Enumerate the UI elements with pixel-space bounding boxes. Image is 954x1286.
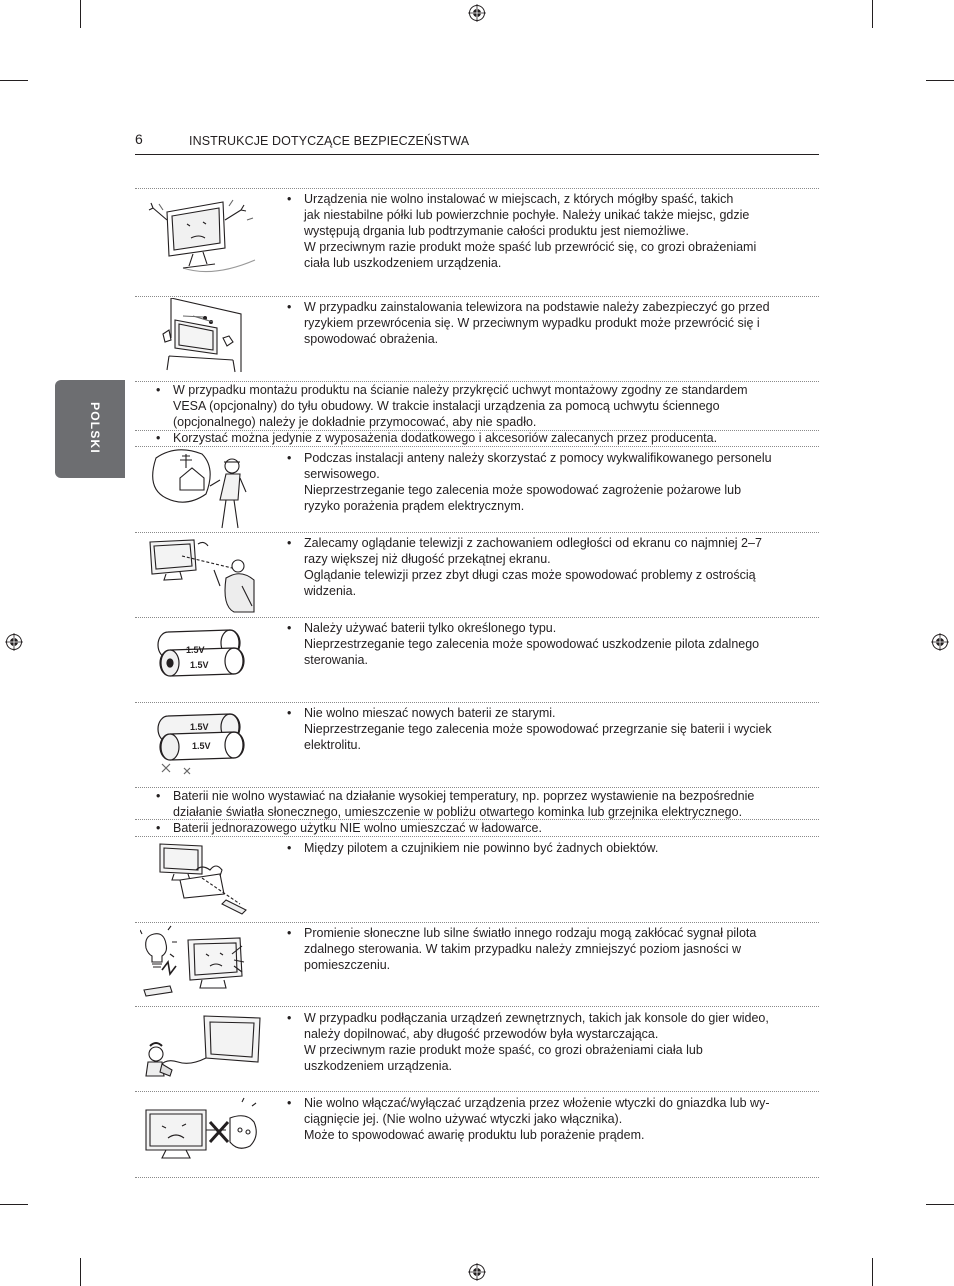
battery-label: 1.5V xyxy=(192,741,211,751)
bullet: • xyxy=(287,841,292,855)
section-divider xyxy=(135,532,819,533)
crop-mark xyxy=(80,1258,81,1286)
section-divider xyxy=(135,1177,819,1178)
batteries-icon xyxy=(156,620,246,690)
instruction-line: W przeciwnym razie produkt może spaść, co grozi obrażeniami ciała lub xyxy=(304,1043,703,1057)
crop-mark xyxy=(872,0,873,28)
bright-light-interference-icon xyxy=(140,924,250,1002)
remote-obstacle-icon xyxy=(156,840,252,916)
crop-mark xyxy=(926,80,954,81)
instruction-line: sterowania. xyxy=(304,653,368,667)
instruction-line: Oglądanie telewizji przez zbyt długi czas może spowodować problemy z ostrością xyxy=(304,568,756,582)
instruction-line: ryzyko porażenia prądem elektrycznym. xyxy=(304,499,525,513)
instruction-line: Nie wolno mieszać nowych baterii ze starymi. xyxy=(304,706,556,720)
instruction-line: W przypadku podłączania urządzeń zewnętrznych, takich jak konsole do gier wideo, xyxy=(304,1011,769,1025)
instruction-line: spowodować obrażenia. xyxy=(304,332,439,346)
instruction-line: Urządzenia nie wolno instalować w miejscach, z których mógłby spaść, takich xyxy=(304,192,734,206)
instruction-line: W przypadku zainstalowania telewizora na podstawie należy zabezpieczyć go przed xyxy=(304,300,770,314)
instruction-line: Podczas instalacji anteny należy skorzystać z pomocy wykwalifikowanego personelu xyxy=(304,451,772,465)
crop-mark xyxy=(0,1204,28,1205)
page-number: 6 xyxy=(135,131,143,147)
registration-mark-icon xyxy=(5,633,23,651)
language-tab-label: POLSKI xyxy=(88,402,102,454)
header-divider xyxy=(135,154,819,155)
bullet: • xyxy=(287,926,292,940)
battery-label: 1.5V xyxy=(186,645,205,655)
instruction-line: Promienie słoneczne lub silne światło innego rodzaju mogą zakłócać sygnał pilota xyxy=(304,926,757,940)
bullet: • xyxy=(287,536,292,550)
crop-mark xyxy=(80,0,81,28)
instruction-line: W przeciwnym razie produkt może spaść lub przewrócić się, co grozi obrażeniami xyxy=(304,240,757,254)
bullet: • xyxy=(156,383,161,397)
instruction-line: widzenia. xyxy=(304,584,357,598)
instruction-line: (opcjonalnego) należy je dokładnie przymocować, aby nie spadło. xyxy=(173,415,537,429)
bullet: • xyxy=(287,1096,292,1110)
section-divider xyxy=(135,702,819,703)
page-header-title: INSTRUKCJE DOTYCZĄCE BEZPIECZEŃSTWA xyxy=(189,134,470,148)
crop-mark xyxy=(0,80,28,81)
instruction-line: Korzystać można jedynie z wyposażenia dodatkowego i akcesoriów zalecanych przez producenta. xyxy=(173,431,718,445)
instruction-line: W przypadku montażu produktu na ścianie należy przykręcić uchwyt montażowy zgodny ze standardem xyxy=(173,383,748,397)
registration-mark-icon xyxy=(931,633,949,651)
bullet: • xyxy=(156,789,161,803)
mixed-batteries-icon xyxy=(156,706,246,782)
instruction-line: Między pilotem a czujnikiem nie powinno być żadnych obiektów. xyxy=(304,841,659,855)
section-divider xyxy=(135,836,819,837)
instruction-line: ciągnięcie jej. (Nie wolno używać wtyczki jako włącznika). xyxy=(304,1112,623,1126)
section-divider xyxy=(135,922,819,923)
instruction-line: razy większej niż długość przekątnej ekranu. xyxy=(304,552,551,566)
instruction-line: Należy używać baterii tylko określonego typu. xyxy=(304,621,557,635)
tv-stand-secured-icon xyxy=(153,298,248,373)
crop-mark xyxy=(872,1258,873,1286)
tv-falling-icon xyxy=(143,190,263,278)
instruction-line: występują drgania lub podtrzymanie całości produktu jest niemożliwe. xyxy=(304,224,689,238)
instruction-line: zdalnego sterowania. W takim przypadku należy zmniejszyć poziom jasności w xyxy=(304,942,741,956)
battery-label: 1.5V xyxy=(190,722,209,732)
registration-mark-icon xyxy=(468,1263,486,1281)
instruction-line: ciała lub uszkodzeniem urządzenia. xyxy=(304,256,502,270)
instruction-line: pomieszczeniu. xyxy=(304,958,391,972)
antenna-technician-icon xyxy=(146,448,256,530)
crop-mark xyxy=(926,1204,954,1205)
instruction-line: ryzykiem przewrócenia się. W przeciwnym wypadku produkt może przewrócić się i xyxy=(304,316,760,330)
registration-mark-icon xyxy=(468,4,486,22)
instruction-line: działanie światła słonecznego, umieszczenie w pobliżu otwartego kominka lub grzejnika elektrycznego. xyxy=(173,805,743,819)
instruction-line: VESA (opcjonalny) do tyłu obudowy. W trakcie instalacji urządzenia za pomocą uchwytu ściennego xyxy=(173,399,720,413)
section-divider xyxy=(135,1091,819,1092)
instruction-line: jak niestabilne półki lub powierzchnie pochyłe. Należy unikać także miejsc, gdzie xyxy=(304,208,750,222)
instruction-line: Zalecamy oglądanie telewizji z zachowaniem odległości od ekranu co najmniej 2–7 xyxy=(304,536,762,550)
section-divider xyxy=(135,188,819,189)
bullet: • xyxy=(287,706,292,720)
bullet: • xyxy=(287,621,292,635)
instruction-line: serwisowego. xyxy=(304,467,380,481)
bullet: • xyxy=(156,431,161,445)
instruction-line: Może to spowodować awarię produktu lub porażenie prądem. xyxy=(304,1128,645,1142)
instruction-line: należy dopilnować, aby długość przewodów była wystarczająca. xyxy=(304,1027,659,1041)
instruction-line: Baterii jednorazowego użytku NIE wolno umieszczać w ładowarce. xyxy=(173,821,542,835)
bullet: • xyxy=(287,451,292,465)
viewing-distance-icon xyxy=(142,536,262,616)
instruction-line: uszkodzeniem urządzenia. xyxy=(304,1059,452,1073)
battery-label: 1.5V xyxy=(190,660,209,670)
bullet: • xyxy=(287,300,292,314)
unplug-warning-icon xyxy=(142,1096,262,1168)
section-divider xyxy=(135,617,819,618)
instruction-line: elektrolitu. xyxy=(304,738,361,752)
instruction-line: Nie wolno włączać/wyłączać urządzenia przez włożenie wtyczki do gniazdka lub wy- xyxy=(304,1096,770,1110)
instruction-line: Nieprzestrzeganie tego zalecenia może spowodować przegrzanie się baterii i wyciek xyxy=(304,722,772,736)
bullet: • xyxy=(287,192,292,206)
instruction-line: Nieprzestrzeganie tego zalecenia może spowodować uszkodzenie pilota zdalnego xyxy=(304,637,760,651)
section-divider xyxy=(135,296,819,297)
section-divider xyxy=(135,446,819,447)
external-device-cable-icon xyxy=(140,1010,262,1082)
instruction-line: Nieprzestrzeganie tego zalecenia może spowodować zagrożenie pożarowe lub xyxy=(304,483,742,497)
section-divider xyxy=(135,1006,819,1007)
bullet: • xyxy=(287,1011,292,1025)
bullet: • xyxy=(156,821,161,835)
instruction-line: Baterii nie wolno wystawiać na działanie wysokiej temperatury, np. poprzez wystawienie na bezpośrednie xyxy=(173,789,755,803)
